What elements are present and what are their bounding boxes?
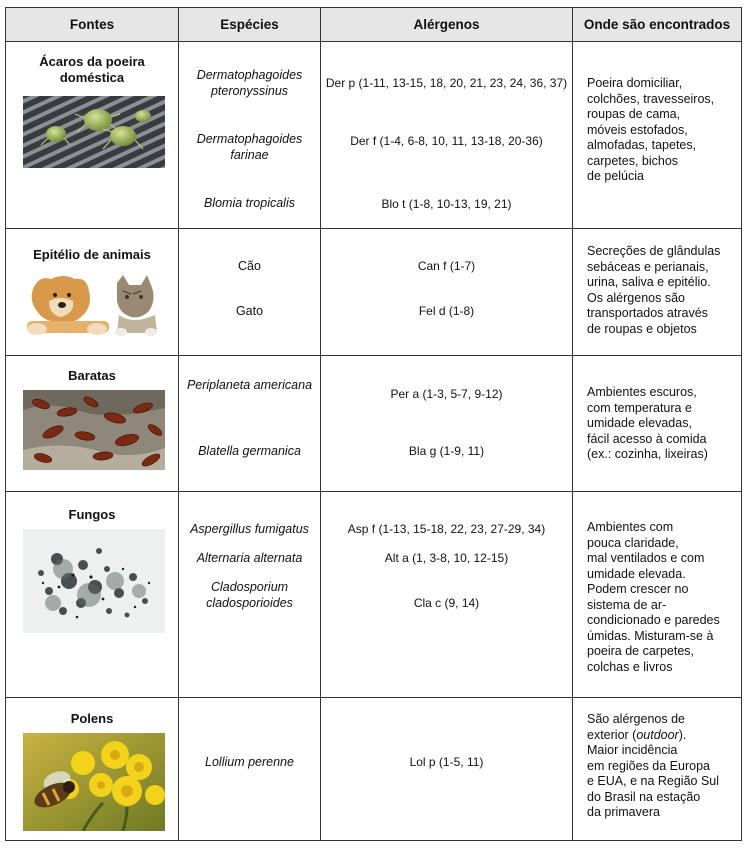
where-found-text: São alérgenos de exterior (outdoor). Maior incidência em regiões da Europa e EUA, e na Região Sul do Brasil na estação da primavera <box>587 712 720 819</box>
allergen-text: Cla c (9, 14) <box>413 596 480 610</box>
table-row <box>6 356 742 492</box>
species-name: Gato <box>235 304 264 318</box>
species-name: Cão <box>238 259 261 273</box>
where-found-text: Poeira domiciliar, colchões, travesseiros, roupas de cama, móveis estofados, almofadas, tapetes, carpetes, bichos de pelúcia <box>587 76 715 183</box>
header-where-found: Onde são encontrados <box>573 8 742 42</box>
species-name: Lollium perenne <box>205 755 294 769</box>
header-species: Espécies <box>179 8 321 42</box>
cockroaches-photo <box>23 390 165 470</box>
species-name: Alternaria alternata <box>196 551 303 565</box>
dust-mites-photo <box>23 96 165 168</box>
species-name: Dermatophagoides pteronyssinus <box>196 68 303 98</box>
species-name: Blatella germanica <box>198 444 301 458</box>
allergens-cell <box>321 492 573 698</box>
header-allergens: Alérgenos <box>321 8 573 42</box>
allergens-cell <box>321 229 573 356</box>
where-found-cell <box>573 229 742 356</box>
allergen-text: Asp f (1-13, 15-18, 22, 23, 27-29, 34) <box>347 522 546 536</box>
species-name: Blomia tropicalis <box>203 196 295 210</box>
species-name: Cladosporium cladosporioides <box>206 580 293 610</box>
source-cell <box>6 356 179 492</box>
species-cell <box>179 492 321 698</box>
mold-photo <box>23 529 165 633</box>
source-name: Ácaros da poeira doméstica <box>39 54 145 85</box>
table-row <box>6 42 742 229</box>
bee-on-flowers-photo <box>23 733 165 831</box>
allergen-text: Can f (1-7) <box>417 259 476 273</box>
allergens-cell <box>321 698 573 841</box>
source-name: Polens <box>70 711 114 726</box>
allergen-text: Per a (1-3, 5-7, 9-12) <box>390 387 503 401</box>
species-cell <box>179 698 321 841</box>
where-found-text: Ambientes com pouca claridade, mal ventilados e com umidade elevada. Podem crescer no sistema de ar- condicionado e paredes úmidas. Misturam-se à poeira de carpetes, colchas e livros <box>587 520 720 674</box>
allergen-text: Alt a (1, 3-8, 10, 12-15) <box>384 551 509 565</box>
where-found-cell <box>573 492 742 698</box>
species-name: Aspergillus fumigatus <box>190 522 309 536</box>
header-sources: Fontes <box>6 8 179 42</box>
where-found-cell <box>573 356 742 492</box>
header-row <box>6 8 742 42</box>
source-cell <box>6 229 179 356</box>
allergen-text: Der f (1-4, 6-8, 10, 11, 13-18, 20-36) <box>350 134 543 148</box>
allergen-text: Bla g (1-9, 11) <box>408 444 485 458</box>
table-row <box>6 229 742 356</box>
species-cell <box>179 42 321 229</box>
where-found-text: Ambientes escuros, com temperatura e umidade elevadas, fácil acesso à comida (ex.: cozinha, lixeiras) <box>587 385 708 461</box>
source-name: Baratas <box>68 368 116 383</box>
source-name: Fungos <box>68 507 116 522</box>
allergen-table <box>5 7 742 841</box>
allergens-cell <box>321 356 573 492</box>
table-row <box>6 698 742 841</box>
where-found-text: Secreções de glândulas sebáceas e perianais, urina, saliva e epitélio. Os alérgenos são transportados através de roupas e objetos <box>587 244 721 336</box>
source-cell <box>6 698 179 841</box>
allergen-text: Der p (1-11, 13-15, 18, 20, 21, 23, 24, 36, 37) <box>325 76 568 90</box>
table-row <box>6 492 742 698</box>
where-found-cell <box>573 42 742 229</box>
allergens-cell <box>321 42 573 229</box>
species-name: Dermatophagoides farinae <box>196 132 303 162</box>
allergen-text: Fel d (1-8) <box>418 304 475 318</box>
source-cell <box>6 492 179 698</box>
allergen-text: Lol p (1-5, 11) <box>409 755 484 769</box>
source-cell <box>6 42 179 229</box>
species-cell <box>179 229 321 356</box>
allergen-text: Blo t (1-8, 10-13, 19, 21) <box>381 197 512 211</box>
dog-and-cat-photo <box>23 271 165 337</box>
source-name: Epitélio de animais <box>33 247 151 262</box>
species-name: Periplaneta americana <box>186 378 313 392</box>
species-cell <box>179 356 321 492</box>
where-found-cell <box>573 698 742 841</box>
